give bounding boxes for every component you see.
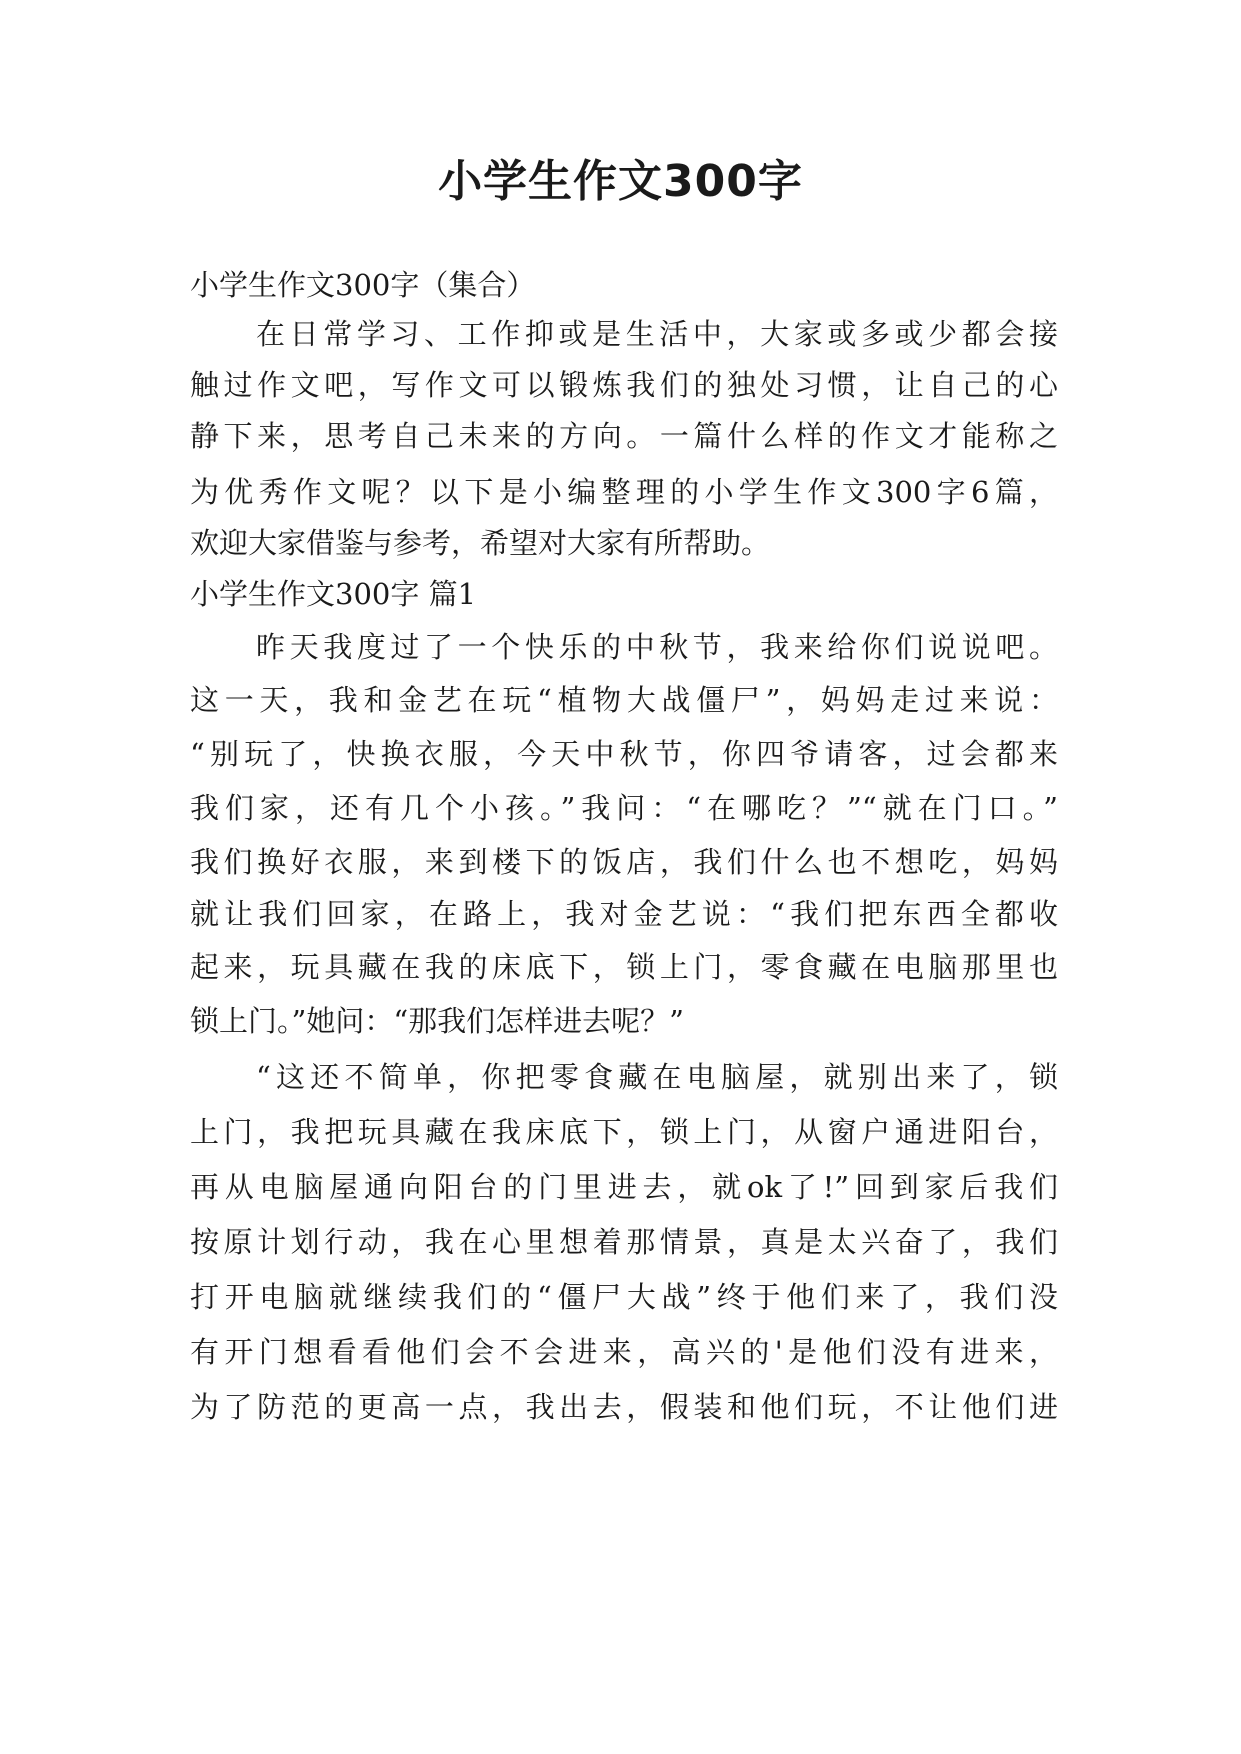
paragraph-line: 就让我们回家，在路上，我对金艺说：“我们把东西全都收 bbox=[190, 897, 1058, 931]
paragraph-line: 触过作文吧，写作文可以锻炼我们的独处习惯，让自己的心 bbox=[190, 368, 1058, 402]
document-title: 小学生作文300字 bbox=[438, 156, 803, 207]
paragraph-line: 锁上门。”她问：“那我们怎样进去呢？” bbox=[190, 1004, 684, 1038]
paragraph-line: 欢迎大家借鉴与参考，希望对大家有所帮助。 bbox=[190, 526, 771, 560]
paragraph-line: 在日常学习、工作抑或是生活中，大家或多或少都会接 bbox=[256, 317, 1058, 351]
paragraph-line: 这一天，我和金艺在玩“植物大战僵尸”，妈妈走过来说： bbox=[190, 683, 1058, 717]
paragraph-line: 上门，我把玩具藏在我床底下，锁上门，从窗户通进阳台， bbox=[190, 1115, 1058, 1149]
paragraph-line: 昨天我度过了一个快乐的中秋节，我来给你们说说吧。 bbox=[256, 630, 1058, 664]
paragraph-line: 我们家，还有几个小孩。”我问：“在哪吃？”“就在门口。” bbox=[190, 791, 1058, 825]
paragraph-line: 我们换好衣服，来到楼下的饭店，我们什么也不想吃，妈妈 bbox=[190, 845, 1058, 879]
paragraph-line: 起来，玩具藏在我的床底下，锁上门，零食藏在电脑那里也 bbox=[190, 950, 1058, 984]
paragraph-line: 再从电脑屋通向阳台的门里进去，就ok了!”回到家后我们 bbox=[190, 1170, 1058, 1204]
section-heading: 小学生作文300字 篇1 bbox=[190, 577, 477, 611]
subtitle-line: 小学生作文300字（集合） bbox=[190, 268, 536, 302]
paragraph-line: 为了防范的更高一点，我出去，假装和他们玩，不让他们进 bbox=[190, 1390, 1058, 1424]
paragraph-line: “别玩了，快换衣服，今天中秋节，你四爷请客，过会都来 bbox=[190, 737, 1058, 771]
paragraph-line: 按原计划行动，我在心里想着那情景，真是太兴奋了，我们 bbox=[190, 1225, 1058, 1259]
paragraph-line: 静下来，思考自己未来的方向。一篇什么样的作文才能称之 bbox=[190, 419, 1058, 453]
paragraph-line: 打开电脑就继续我们的“僵尸大战”终于他们来了，我们没 bbox=[190, 1280, 1058, 1314]
paragraph-line: “这还不简单，你把零食藏在电脑屋，就别出来了，锁 bbox=[256, 1060, 1058, 1094]
paragraph-line: 为优秀作文呢？以下是小编整理的小学生作文300字6篇， bbox=[190, 475, 1058, 509]
paragraph-line: 有开门想看看他们会不会进来，高兴的'是他们没有进来， bbox=[190, 1335, 1058, 1369]
